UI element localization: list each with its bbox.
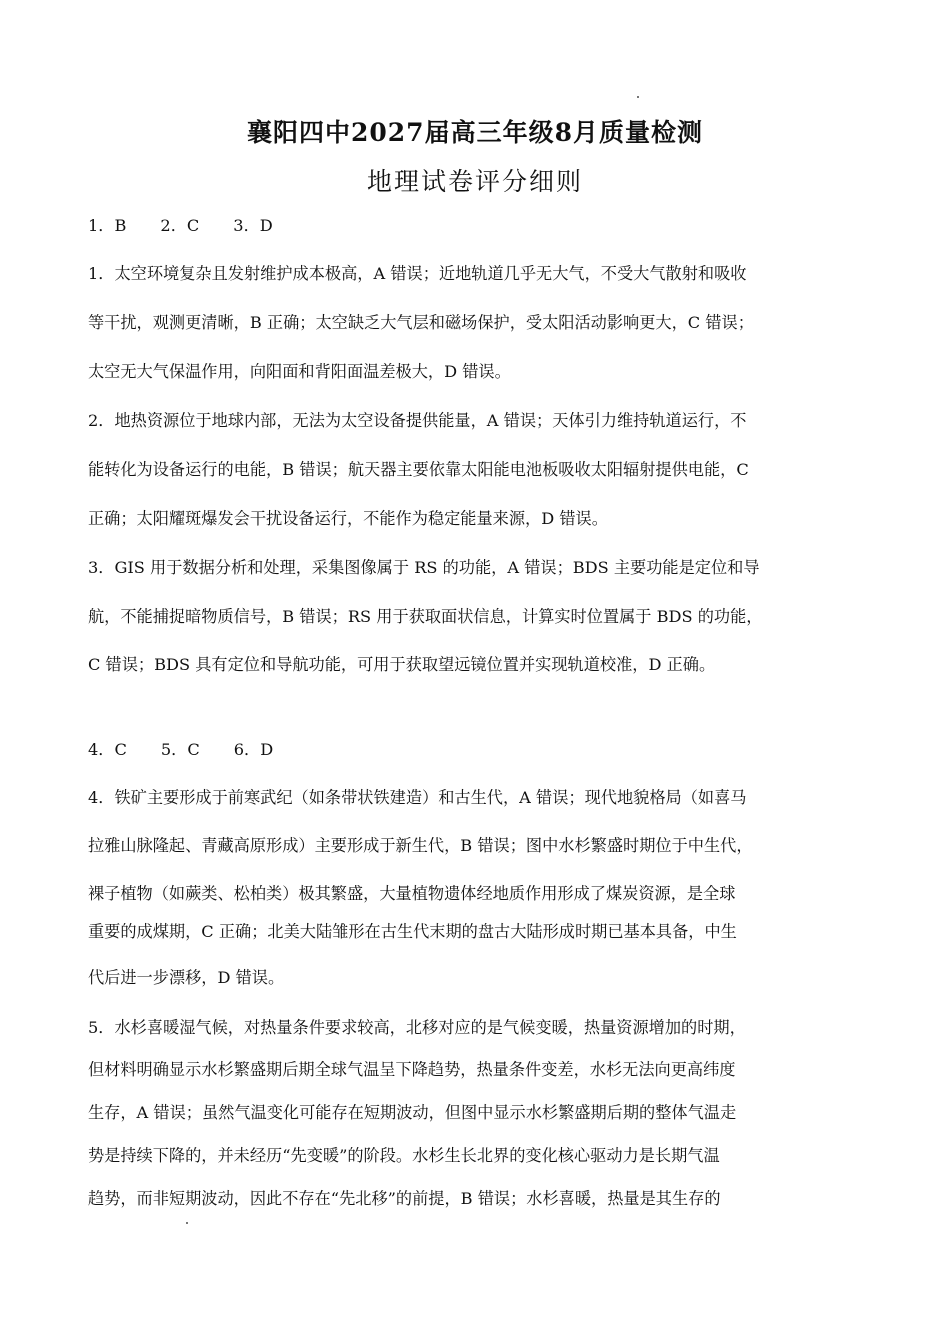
q5-explanation-line: 趋势，而非短期波动，因此不存在“先北移”的前提，B 错误；水杉喜暖，热量是其生存的 (88, 1189, 721, 1208)
scan-speck (637, 96, 639, 98)
q3-explanation-line: 3．GIS 用于数据分析和处理，采集图像属于 RS 的功能，A 错误；BDS 主要功能是定位和导 (88, 558, 760, 577)
q2-explanation-line: 正确；太阳耀斑爆发会干扰设备运行，不能作为稳定能量来源，D 错误。 (88, 509, 608, 528)
q1-explanation-line: 等干扰，观测更清晰，B 正确；太空缺乏大气层和磁场保护，受太阳活动影响更大，C 错误； (88, 313, 754, 332)
answer-item: 5．C (160, 740, 200, 759)
document-subtitle: 地理试卷评分细则 (366, 167, 583, 196)
q2-explanation-line: 能转化为设备运行的电能，B 错误；航天器主要依靠太阳能电池板吸收太阳辐射提供电能，C (88, 460, 749, 479)
q5-explanation-line: 5．水杉喜暖湿气候，对热量条件要求较高，北移对应的是气候变暖，热量资源增加的时期， (88, 1018, 746, 1037)
q3-explanation-line: C 错误；BDS 具有定位和导航功能，可用于获取望远镜位置并实现轨道校准，D 正确。 (88, 655, 716, 674)
q2-explanation-line: 2．地热资源位于地球内部，无法为太空设备提供能量，A 错误；天体引力维持轨道运行，不 (88, 411, 747, 430)
answer-item: 2．C (160, 216, 200, 235)
answer-item: 4．C (88, 740, 127, 759)
answer-item: 3．D (233, 216, 273, 235)
q4-explanation-line: 拉雅山脉隆起、青藏高原形成）主要形成于新生代，B 错误；图中水杉繁盛时期位于中生代， (88, 836, 753, 855)
q4-explanation-line: 重要的成煤期，C 正确；北美大陆雏形在古生代末期的盘古大陆形成时期已基本具备，中生 (88, 922, 737, 941)
q4-explanation-line: 4．铁矿主要形成于前寒武纪（如条带状铁建造）和古生代，A 错误；现代地貌格局（如喜马 (88, 788, 747, 807)
document-title: 襄阳四中2027届高三年级8月质量检测 (247, 118, 703, 147)
scan-speck (186, 1222, 188, 1224)
answer-summary-1-3 (88, 214, 273, 238)
q1-explanation-line: 1．太空环境复杂且发射维护成本极高，A 错误；近地轨道几乎无大气，不受大气散射和吸收 (88, 264, 747, 283)
q5-explanation-line: 势是持续下降的，并未经历“先变暖”的阶段。水杉生长北界的变化核心驱动力是长期气温 (88, 1146, 720, 1165)
q5-explanation-line: 但材料明确显示水杉繁盛期后期全球气温呈下降趋势，热量条件变差，水杉无法向更高纬度 (88, 1060, 736, 1079)
answer-summary-4-6 (88, 738, 273, 762)
q1-explanation-line: 太空无大气保温作用，向阳面和背阳面温差极大，D 错误。 (88, 362, 511, 381)
q4-explanation-line: 裸子植物（如蕨类、松柏类）极其繁盛，大量植物遗体经地质作用形成了煤炭资源，是全球 (88, 884, 736, 903)
answer-item: 6．D (233, 740, 274, 759)
q4-explanation-line: 代后进一步漂移，D 错误。 (88, 968, 285, 987)
answer-item: 1．B (88, 216, 127, 235)
q3-explanation-line: 航，不能捕捉暗物质信号，B 错误；RS 用于获取面状信息，计算实时位置属于 BDS 的功能， (88, 607, 763, 626)
q5-explanation-line: 生存，A 错误；虽然气温变化可能存在短期波动，但图中显示水杉繁盛期后期的整体气温走 (88, 1103, 737, 1122)
